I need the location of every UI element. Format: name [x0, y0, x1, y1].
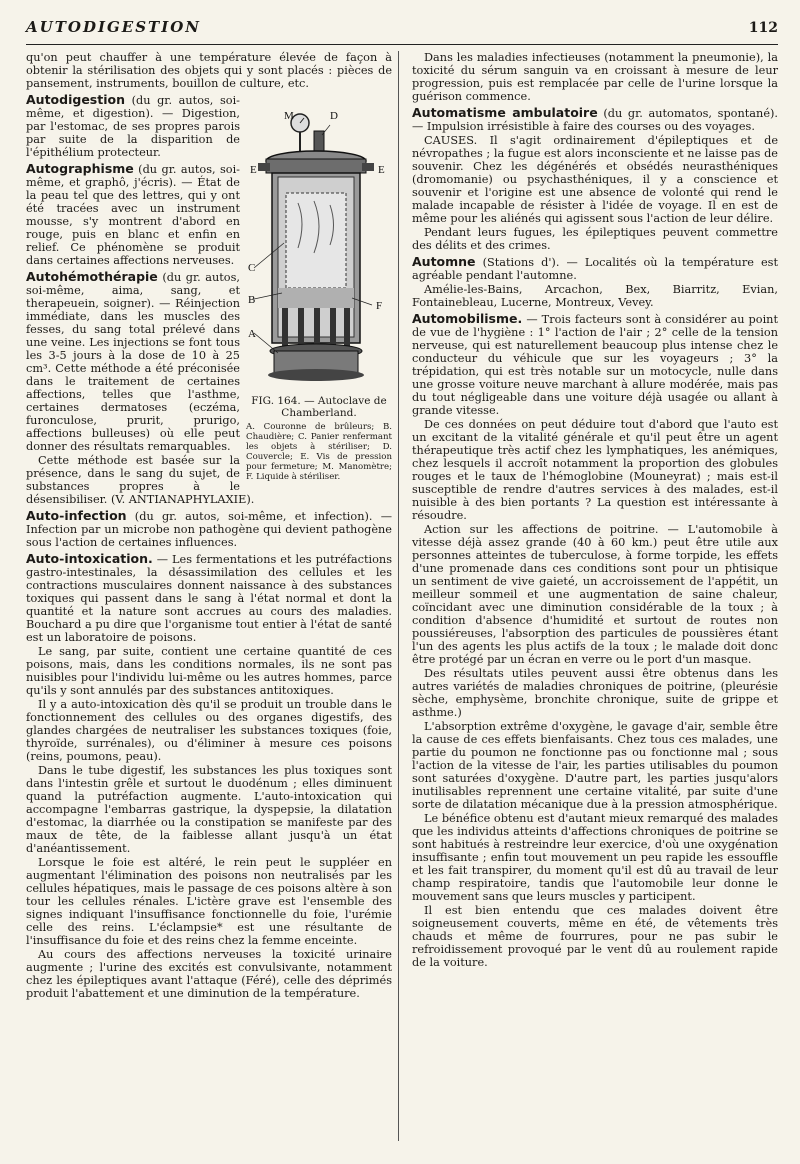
paragraph: qu'on peut chauffer à une température élevée de façon à obtenir la stérilisation des objets qui y sont placés : pièces de pansement, instruments, bouillon de culture, etc.	[26, 51, 392, 90]
figure-caption: FIG. 164. — Autoclave de Chamberland.	[251, 395, 387, 419]
entry-term: Automobilisme.	[412, 311, 523, 326]
entry-term: Auto-infection	[26, 508, 127, 523]
page-header	[26, 18, 778, 45]
entry-term: Auto-intoxication.	[26, 551, 153, 566]
entry-text: — Les fermentations et les putréfactions gastro-intestinales, la désassimilation des cellules et les contractions musculaires donnent naissance à des substances toxiques qui passent dans le sang à l'état normal et dont la quantité et la nature sont accrues au cours des maladies. Bouchard a pu dire que l'organisme tout entier à l'état de santé est un laboratoire de poisons.	[26, 553, 392, 644]
paragraph: Au cours des affections nerveuses la toxicité urinaire augmente ; l'urine des excités est convulsivante, notamment chez les épileptiques avant l'attaque (Féré), celle des déprimés produit l'abattement et une diminution de la température.	[26, 948, 392, 1000]
paragraph: Cette méthode est basée sur la présence, dans le sang du sujet, de substances propres à le désensibiliser. (V. ANTIANAPHYLAXIE).	[26, 454, 255, 506]
paragraph: De ces données on peut déduire tout d'abord que l'auto est un excitant de la vitalité générale et qu'il peut être un agent thérapeutique très actif chez les lymphatiques, les anémiques, chez lesquels il accroît notamment la proportion des globules rouges et le taux de l'hémoglobine (Mouneyrat) ; mais est-il susceptible de rendre d'autres services à des malades, est-il nuisible à des bien portants ? La question est intéressante à résoudre.	[412, 418, 778, 522]
autoclave-illustration	[248, 93, 390, 393]
label-m: M	[284, 110, 294, 122]
label-d: D	[330, 110, 338, 122]
entry-auto-intoxication	[26, 552, 392, 644]
entry-text: (du gr. automatos, spontané). — Impulsion irrésistible à faire des courses ou des voyages.	[412, 107, 778, 133]
label-a: A	[248, 328, 256, 340]
entry-text: (Stations d'). — Localités où la température est agréable pendant l'automne.	[412, 256, 778, 282]
entry-term: Autodigestion	[26, 92, 125, 107]
entry-text: (du gr. autos, soi-même, et graphô, j'écris). — État de la peau tel que des lettres, qui y ont été tracées avec un instrument mousse, s'y montrent d'abord en rouge, puis en blanc et enfin en relief. Ce phénomène se produit dans certaines affections nerveuses.	[26, 163, 240, 267]
paragraph: Des résultats utiles peuvent aussi être obtenus dans les autres variétés de maladies chroniques de poitrine, (pleurésie sèche, emphysème, bronchite chronique, suite de grippe et asthme.)	[412, 667, 778, 719]
label-f: F	[376, 300, 383, 312]
text-columns	[26, 51, 778, 1001]
paragraph: Le sang, par suite, contient une certaine quantité de ces poisons, mais, dans les conditions normales, ils ne sont pas nuisibles pour l'individu lui-même ou les autres hommes, parce qu'ils y sont annulés par des substances antitoxiques.	[26, 645, 392, 697]
running-title: AUTODIGESTION	[26, 18, 202, 36]
entry-term: Automatisme ambulatoire	[412, 105, 598, 120]
paragraph: Dans le tube digestif, les substances les plus toxiques sont dans l'intestin grêle et surtout le duodénum ; elles diminuent quand la putréfaction augmente. L'auto-intoxication qui accompagne l'embarras gastrique, la dyspepsie, la dilatation d'estomac, la diarrhée ou la constipation se manifeste par des maux de tête, de la faiblesse allant jusqu'à un état d'anéantissement.	[26, 764, 392, 855]
entry-text: (du gr. autos, soi-même, et digestion). — Digestion, par l'estomac, de ses propres parois par suite de la disparition de l'épithélium protecteur.	[26, 94, 240, 159]
paragraph: Dans les maladies infectieuses (notamment la pneumonie), la toxicité du sérum sanguin va en croissant à mesure de leur progression, puis est remplacée par celle de l'urine lorsque la guérison commence.	[412, 51, 778, 103]
label-c: C	[248, 262, 256, 274]
paragraph: CAUSES. Il s'agit ordinairement d'épileptiques et de névropathes ; la fugue est alors inconsciente et ne laisse pas de souvenir. Chez les dégénérés et obsédés neurasthéniques (dromomanie) ou psychasthéniques, il y a conscience et souvenir et l'origine est une absence de volonté qui rend le malade incapable de résister à l'idée de voyage. Il en est de même pour les aliénés qui agissent sous l'action de leur délire.	[412, 134, 778, 225]
paragraph: Lorsque le foie est altéré, le rein peut le suppléer en augmentant l'élimination des poisons non neutralisés par les cellules hépatiques, mais le passage de ces poisons altère à son tour les cellules rénales. L'ictère grave est l'ensemble des signes indiquant l'insuffisance fonctionnelle du foie, l'urémie celle des reins. L'éclampsie* est une résultante de l'insuffisance du foie et des reins chez la femme enceinte.	[26, 856, 392, 947]
label-b: B	[248, 294, 256, 306]
entry-automne	[412, 255, 778, 282]
paragraph: Il est bien entendu que ces malades doivent être soigneusement couverts, même en été, de vêtements très chauds et même de fourrures, pour ne pas subir le refroidissement provoqué par le vent dû au roulement rapide de la voiture.	[412, 904, 778, 969]
entry-term: Autohémothérapie	[26, 269, 158, 284]
entry-term: Automne	[412, 254, 476, 269]
figure-legend: A. Couronne de brûleurs; B. Chaudière; C. Panier renfermant les objets à stériliser; D. Couvercle; E. Vis de pression pour fermeture; M. Manomètre; F. Liquide à stériliser.	[246, 422, 392, 482]
paragraph: Pendant leurs fugues, les épileptiques peuvent commettre des délits et des crimes.	[412, 226, 778, 252]
label-e-left: E	[250, 164, 257, 176]
right-column	[412, 51, 778, 1001]
label-e-right: E	[378, 164, 385, 176]
paragraph: L'absorption extrême d'oxygène, le gavage d'air, semble être la cause de ces effets bienfaisants. Chez tous ces malades, une partie du poumon ne fonctionne pas ou fonctionne mal ; sous l'action de la vitesse de l'air, les parties utilisables du poumon sont saturées d'oxygène. D'autre part, les parties jusqu'alors inutilisables reprennent une certaine vitalité, par suite d'une sorte de dilatation mécanique due à la pression atmosphérique.	[412, 720, 778, 811]
paragraph: Il y a auto-intoxication dès qu'il se produit un trouble dans le fonctionnement des cellules ou des organes digestifs, des glandes chargées de neutraliser les substances toxiques (foie, thyroïde, surrénales), ou d'éliminer à mesure ces poisons (reins, poumons, peau).	[26, 698, 392, 763]
paragraph: Action sur les affections de poitrine. — L'automobile à vitesse déjà assez grande (40 à 60 km.) peut être utile aux personnes atteintes de tuberculose, à forme torpide, les effets d'une promenade dans ces conditions sont pour un phtisique un sentiment de vive gaieté, un accroissement de l'appétit, un meilleur sommeil et une augmentation de saine chaleur, coïncidant avec une diminution considérable de la toux ; à condition d'absence d'humidité et surtout de routes non poussiéreuses, l'absorption des particules de poussières étant l'un des agents les plus actifs de la toux ; le malade doit donc être protégé par un écran en verre ou le port d'un masque.	[412, 523, 778, 666]
paragraph: Amélie-les-Bains, Arcachon, Bex, Biarritz, Evian, Fontainebleau, Lucerne, Montreux, Vevey.	[412, 283, 778, 309]
entry-auto-infection	[26, 509, 392, 549]
paragraph: Le bénéfice obtenu est d'autant mieux remarqué des malades que les individus atteints d'affections chroniques de poitrine se sont habitués à restreindre leur exercice, d'où une oxygénation insuffisante ; enfin tout mouvement un peu rapide les essouffle et les fait transpirer, du moment qu'il est dû au travail de leur champ respiratoire, tandis que l'automobile leur donne le mouvement sans que leurs muscles y participent.	[412, 812, 778, 903]
entry-text: (du gr. autos, soi-même, aima, sang, et therapeuein, soigner). — Réinjection immédiate, dans les muscles des fesses, du sang total prélevé dans une veine. Les injections se font tous les 3-5 jours à la dose de 10 à 25 cm³. Cette méthode a été préconisée dans le traitement de certaines affections, telles que l'asthme, certaines dermatoses (eczéma, furonculose, prurit, prurigo, affections bulleuses) où elle peut donner des résultats remarquables.	[26, 271, 240, 453]
autoclave-figure	[246, 93, 392, 482]
entry-text: — Trois facteurs sont à considérer au point de vue de l'hygiène : 1° l'action de l'air ; 2° celle de la tension nerveuse, qui est naturellement beaucoup plus intense chez le conducteur du véhicule que sur les voyageurs ; 3° la trépidation, qui est très notable sur un motocycle, nulle dans une grosse voiture neuve marchant à allure modérée, mais pas du tout négligeable dans une voiture déjà usagée ou allant à grande vitesse.	[412, 313, 778, 417]
left-column	[26, 51, 392, 1001]
entry-automatisme-ambulatoire	[412, 106, 778, 133]
column-divider	[398, 51, 399, 1141]
entry-term: Autographisme	[26, 161, 134, 176]
page-number: 112	[748, 20, 778, 36]
entry-text: (du gr. autos, soi-même, et infection). — Infection par un microbe non pathogène qui devient pathogène sous l'action de certaines influences.	[26, 510, 392, 549]
entry-automobilisme	[412, 312, 778, 417]
